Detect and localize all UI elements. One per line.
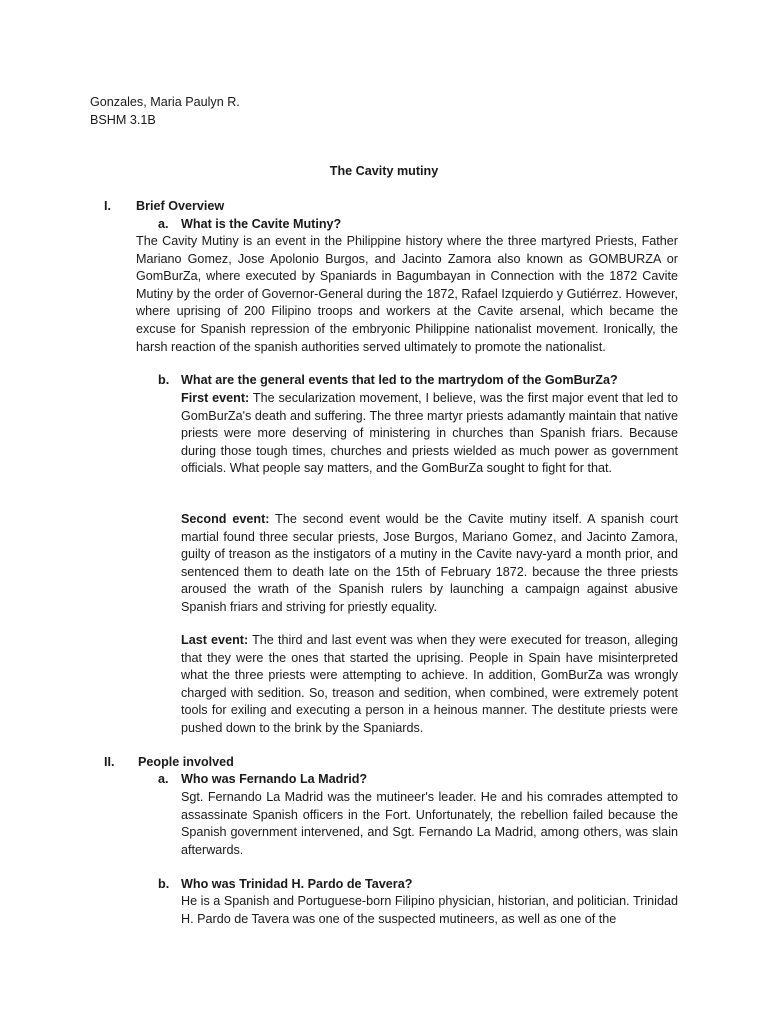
answer-paragraph-2b: He is a Spanish and Portuguese-born Filipino physician, historian, and politician. Trinidad H. Pardo de Tavera was one of the suspected mutineers, as well as one of the — [181, 894, 678, 926]
event-text-last: The third and last event was when they were executed for treason, alleging that they were the ones that started the uprising. People in Spain have misinterpreted what the three priests were attempting to achieve. In addition, GomBurZa was wrongly charged with sedition. So, treason and sedition, when combined, were extremely potent tools for exiling and executing a person in a heinous manner. The destitute priests were pushed down to the brink by the Spaniards. — [181, 633, 678, 735]
section-numeral-1: I. — [104, 199, 111, 213]
section-heading-1: Brief Overview — [136, 199, 225, 213]
item-letter-2a: a. — [158, 772, 169, 786]
class-section: BSHM 3.1B — [90, 113, 156, 127]
event-text-second: The second event would be the Cavite mutiny itself. A spanish court martial found three secular priests, Jose Burgos, Mariano Gomez, and Jacinto Zamora, guilty of treason as the instigators of a mutiny in the Cavite navy-yard a month prior, and sentenced them to death late on the 15th of February 1872. because the three priests aroused the wrath of the Spanish rulers by launching a campaign against abusive Spanish friars and striving for priestly equality. — [181, 512, 678, 614]
item-letter-1b: b. — [158, 373, 170, 387]
item-letter-2b: b. — [158, 877, 170, 891]
event-label-second: Second event: — [181, 512, 270, 526]
item-question-2a: Who was Fernando La Madrid? — [181, 772, 368, 786]
event-label-first: First event: — [181, 391, 250, 405]
answer-paragraph-2a: Sgt. Fernando La Madrid was the mutineer's leader. He and his comrades attempted to assassinate Spanish officers in the Fort. Unfortunately, the rebellion failed because the Spanish government intervened, and Sgt. Fernando La Madrid, among others, was slain afterwards. — [181, 790, 678, 857]
item-question-1b: What are the general events that led to the martrydom of the GomBurZa? — [181, 373, 618, 387]
author-name: Gonzales, Maria Paulyn R. — [90, 95, 240, 109]
answer-paragraph-1a: The Cavity Mutiny is an event in the Philippine history where the three martyred Priests, Father Mariano Gomez, Jose Apolonio Burgos, and Jacinto Zamora also known as GOMBURZA or GomBurZa, where executed by Spaniards in Bagumbayan in Connection with the 1872 Cavite Mutiny by the order of Governor-General during the 1872, Rafael Izquierdo y Gutiérrez. However, where uprising of 200 Filipino troops and workers at the Cavite arsenal, which became the excuse for Spanish repression of the embryonic Philippine nationalist movement. Ironically, the harsh reaction of the spanish authorities served ultimately to promote the nationalist. — [136, 234, 678, 354]
section-numeral-2: II. — [104, 755, 115, 769]
item-question-1a: What is the Cavite Mutiny? — [181, 217, 342, 231]
item-letter-1a: a. — [158, 217, 169, 231]
event-paragraph-second — [181, 511, 678, 617]
document-title: The Cavity mutiny — [329, 164, 439, 178]
section-heading-2: People involved — [138, 755, 234, 769]
event-paragraph-first — [181, 390, 678, 478]
event-text-first: The secularization movement, I believe, was the first major event that led to GomBurZa's death and suffering. The three martyr priests adamantly maintain that native priests were more deserving of ministering in churches than Spanish friars. Because during those tough times, churches and priests wielded as much power as government officials. What people say matters, and the GomBurZa sought to fight for that. — [181, 391, 678, 476]
event-paragraph-last — [181, 632, 678, 738]
event-label-last: Last event: — [181, 633, 249, 647]
item-question-2b: Who was Trinidad H. Pardo de Tavera? — [181, 877, 413, 891]
